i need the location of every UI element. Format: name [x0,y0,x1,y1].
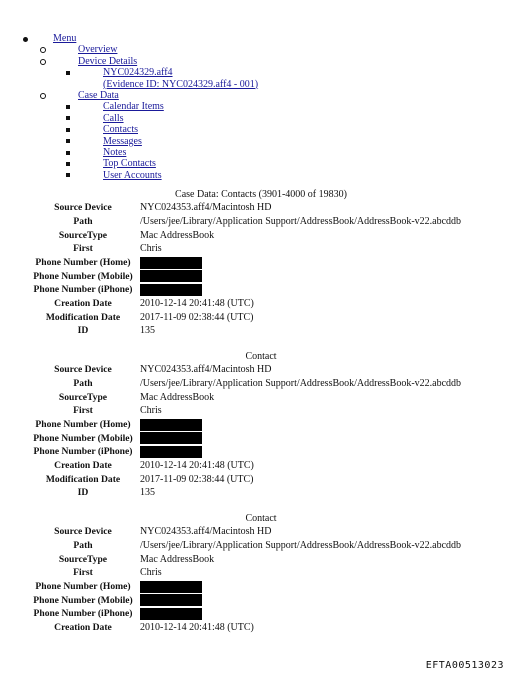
field-label: Path [73,377,93,389]
field-label: Source Device [54,526,112,538]
table-row [28,445,461,459]
table-row [28,377,461,391]
table-row [28,269,461,283]
field-label: Phone Number (Mobile) [33,594,133,606]
table-row [28,525,461,539]
field-value: Mac AddressBook [140,229,215,241]
redaction-box [140,432,202,444]
case-data-link[interactable]: Case Data [78,90,119,102]
field-label: First [73,405,93,417]
field-label: Phone Number (iPhone) [33,446,133,458]
table-row [28,324,461,338]
table-row [28,607,461,621]
field-value: 135 [140,325,155,337]
device-file-link[interactable]: NYC024329.aff4 [103,67,173,79]
field-value: NYC024353.aff4/Macintosh HD [140,526,272,538]
user-accounts-link[interactable]: User Accounts [103,169,162,181]
messages-link[interactable]: Messages [103,135,142,147]
evidence-id-link[interactable]: (Evidence ID: NYC024329.aff4 - 001) [103,78,259,90]
menu-item-contacts [78,124,258,135]
redacted-value [138,593,461,607]
circle-bullet-icon [40,47,46,53]
table-row [28,593,461,607]
table-row [28,363,461,377]
redaction-box [140,594,202,606]
menu-item-case-data [53,90,258,181]
field-label: Modification Date [45,473,121,485]
record-table [28,201,461,338]
field-label: Creation Date [54,297,112,309]
calls-link[interactable]: Calls [103,112,124,124]
field-label: ID [77,487,89,499]
field-value: /Users/jee/Library/Application Support/AddressBook/AddressBook-v22.abcddb [140,539,462,551]
navigation-menu [36,33,258,181]
redacted-value [138,283,461,297]
table-row [28,283,461,297]
notes-link[interactable]: Notes [103,147,127,159]
redacted-value [138,256,461,270]
field-label: SourceType [58,229,108,241]
table-row [28,486,461,500]
field-value: 2010-12-14 20:41:48 (UTC) [140,621,254,633]
field-label: ID [77,325,89,337]
field-label: Source Device [54,364,112,376]
circle-bullet-icon [40,93,46,99]
case-data-list [78,101,258,181]
square-bullet-icon [66,139,70,143]
table-row [28,215,461,229]
circle-bullet-icon [40,59,46,65]
field-label: Phone Number (Home) [35,256,131,268]
contact-record [0,189,512,338]
menu-item-calls [78,113,258,124]
menu-item-top-contacts [78,158,258,169]
field-label: First [73,567,93,579]
redacted-value [138,269,461,283]
field-value: 2010-12-14 20:41:48 (UTC) [140,459,254,471]
field-value: /Users/jee/Library/Application Support/AddressBook/AddressBook-v22.abcddb [140,215,462,227]
table-row [28,297,461,311]
square-bullet-icon [66,151,70,155]
redaction-box [140,284,202,296]
field-label: Phone Number (Home) [35,580,131,592]
redaction-box [140,608,202,620]
field-value: /Users/jee/Library/Application Support/AddressBook/AddressBook-v22.abcddb [140,377,462,389]
field-label: SourceType [58,553,108,565]
calendar-items-link[interactable]: Calendar Items [103,101,164,113]
field-label: Creation Date [54,621,112,633]
menu-item-messages [78,136,258,147]
table-row [28,566,461,580]
redacted-value [138,418,461,432]
field-value: 2017-11-09 02:38:44 (UTC) [140,473,254,485]
redaction-box [140,419,202,431]
field-label: Path [73,215,93,227]
top-contacts-link[interactable]: Top Contacts [103,158,156,170]
record-caption: Case Data: Contacts (3901-4000 of 19830) [175,189,347,200]
field-label: Phone Number (Mobile) [33,432,133,444]
table-row [28,539,461,553]
table-row [28,256,461,270]
record-table [28,525,461,635]
menu-link[interactable]: Menu [53,33,77,44]
redacted-value [138,445,461,459]
field-label: Source Device [54,202,112,214]
field-label: First [73,243,93,255]
field-value: NYC024353.aff4/Macintosh HD [140,364,272,376]
table-row [28,552,461,566]
field-label: Phone Number (iPhone) [33,284,133,296]
menu-item-notes [78,147,258,158]
table-row [28,459,461,473]
square-bullet-icon [66,116,70,120]
menu-item-overview [53,44,258,55]
redacted-value [138,431,461,445]
menu-item-calendar-items [78,101,258,112]
menu-item [36,33,258,181]
contact-record [0,513,512,635]
square-bullet-icon [66,71,70,75]
field-value: Chris [140,567,162,579]
table-row [28,473,461,487]
redaction-box [140,581,202,593]
redaction-box [140,446,202,458]
redaction-box [140,270,202,282]
contacts-link[interactable]: Contacts [103,124,138,136]
redaction-box [140,257,202,269]
table-row [28,228,461,242]
field-value: Mac AddressBook [140,553,215,565]
menu-item-device-file [78,67,258,90]
record-caption: Contact [245,351,277,362]
field-label: Modification Date [45,311,121,323]
record-table [28,363,461,500]
record-caption: Contact [245,513,277,524]
redacted-value [138,607,461,621]
field-label: Path [73,539,93,551]
field-value: 2010-12-14 20:41:48 (UTC) [140,297,254,309]
field-label: Phone Number (Mobile) [33,270,133,282]
table-row [28,580,461,594]
menu-item-user-accounts [78,170,258,181]
field-label: Phone Number (Home) [35,418,131,430]
field-value: Chris [140,405,162,417]
table-row [28,621,461,635]
table-row [28,390,461,404]
field-value: NYC024353.aff4/Macintosh HD [140,202,272,214]
overview-link[interactable]: Overview [78,44,118,56]
field-value: Mac AddressBook [140,391,215,403]
contact-record [0,351,512,500]
field-label: SourceType [58,391,108,403]
device-details-link[interactable]: Device Details [78,55,138,67]
bates-number: EFTA00513023 [425,660,504,671]
square-bullet-icon [66,128,70,132]
field-value: 2017-11-09 02:38:44 (UTC) [140,311,254,323]
table-row [28,311,461,325]
square-bullet-icon [66,173,70,177]
table-row [28,201,461,215]
table-row [28,404,461,418]
table-row [28,431,461,445]
table-row [28,418,461,432]
menu-item-device-details [53,56,258,90]
field-value: Chris [140,243,162,255]
redacted-value [138,580,461,594]
square-bullet-icon [66,105,70,109]
table-row [28,242,461,256]
disc-bullet-icon [23,37,28,42]
field-label: Creation Date [54,459,112,471]
square-bullet-icon [66,162,70,166]
field-value: 135 [140,487,155,499]
field-label: Phone Number (iPhone) [33,608,133,620]
